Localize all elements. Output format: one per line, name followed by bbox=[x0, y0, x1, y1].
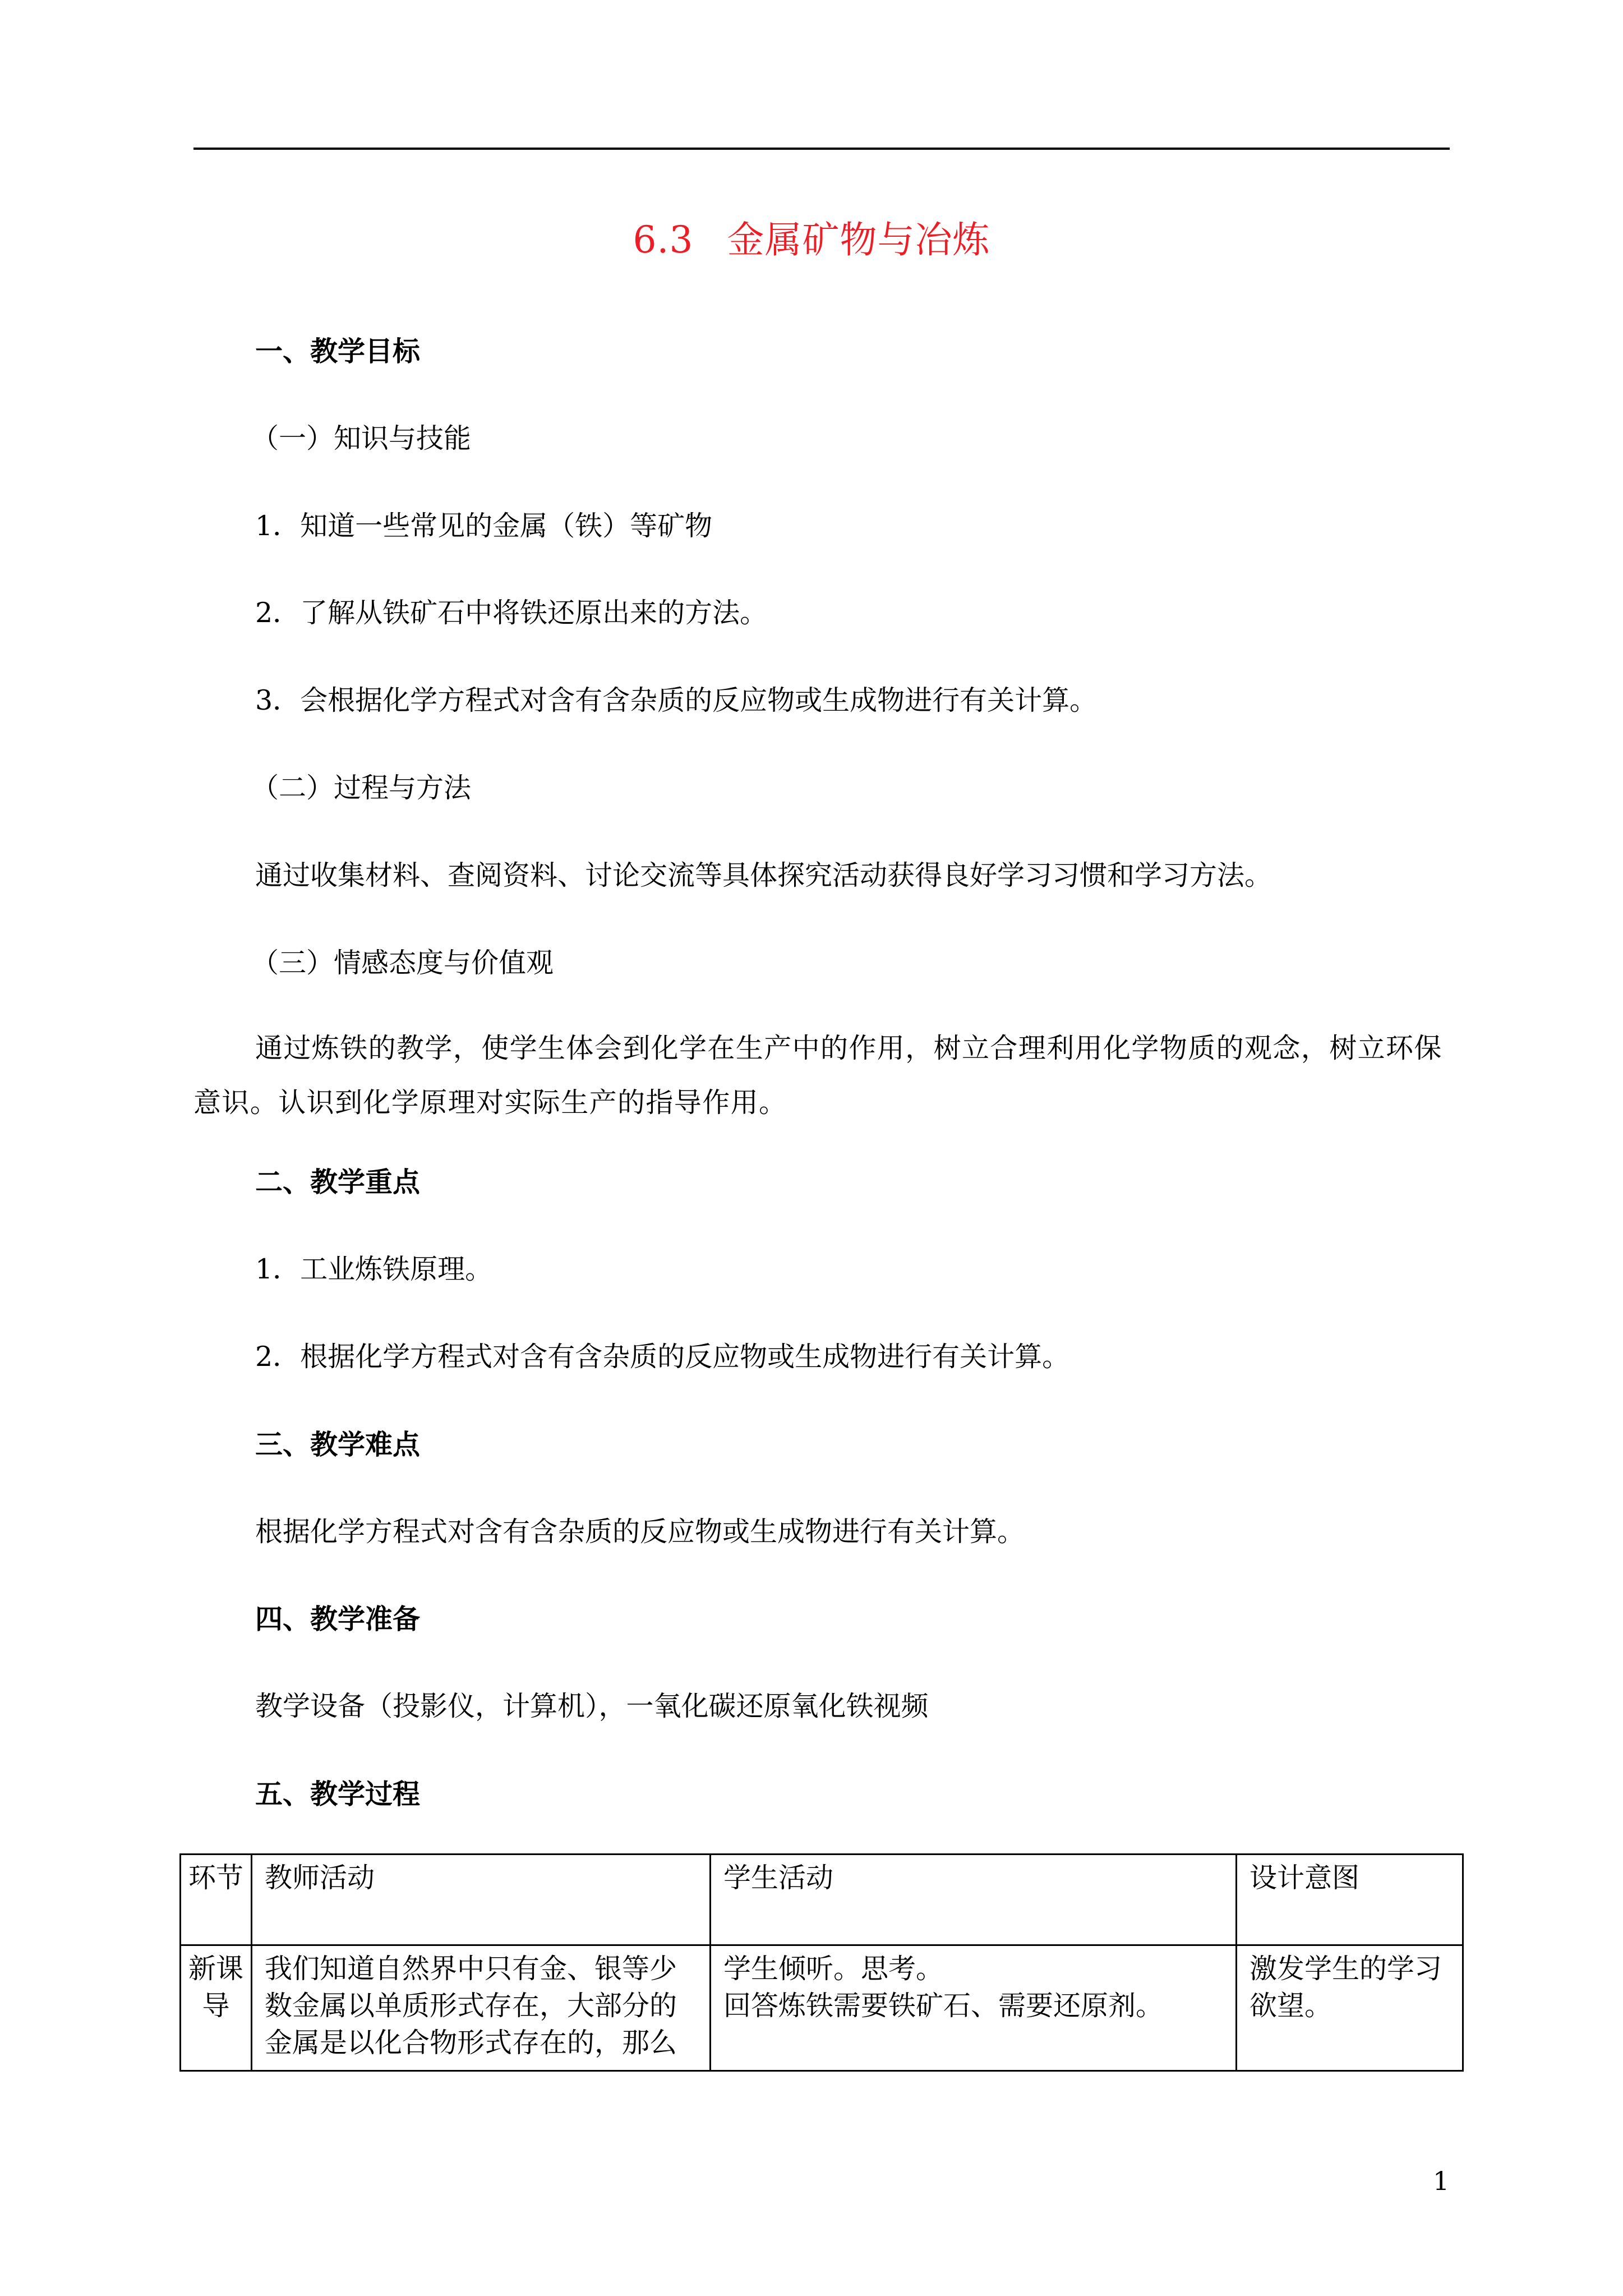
title-text: 金属矿物与冶炼 bbox=[727, 218, 990, 261]
document-title bbox=[0, 212, 1623, 268]
subsection-knowledge-label: （一）知识与技能 bbox=[251, 422, 472, 454]
knowledge-item-1: 1．知道一些常见的金属（铁）等矿物 bbox=[255, 510, 713, 542]
process-text: 通过收集材料、查阅资料、讨论交流等具体探究活动获得良好学习习惯和学习方法。 bbox=[255, 859, 1272, 891]
cell-teacher-activity: 我们知道自然界中只有金、银等少数金属以单质形式存在，大部分的金属是以化合物形式存在的，那么 bbox=[252, 1945, 711, 2071]
table-row bbox=[181, 1945, 1463, 2071]
header-student-activity: 学生活动 bbox=[711, 1855, 1237, 1945]
section-heading-goals: 一、教学目标 bbox=[255, 335, 421, 367]
student-activity-line-2: 回答炼铁需要铁矿石、需要还原剂。 bbox=[723, 1990, 1164, 2022]
teaching-process-table bbox=[179, 1853, 1464, 2072]
cell-design-intent: 激发学生的学习欲望。 bbox=[1237, 1945, 1463, 2071]
section-heading-key-points: 二、教学重点 bbox=[255, 1166, 421, 1198]
key-point-2: 2．根据化学方程式对含有含杂质的反应物或生成物进行有关计算。 bbox=[255, 1341, 1070, 1373]
difficulties-text: 根据化学方程式对含有含杂质的反应物或生成物进行有关计算。 bbox=[255, 1516, 1025, 1548]
header-rule bbox=[193, 148, 1450, 150]
subsection-process-label: （二）过程与方法 bbox=[251, 772, 472, 804]
table-header-row bbox=[181, 1855, 1463, 1945]
key-point-1: 1．工业炼铁原理。 bbox=[255, 1253, 493, 1285]
knowledge-item-3: 3．会根据化学方程式对含有含杂质的反应物或生成物进行有关计算。 bbox=[255, 684, 1098, 716]
preparation-text: 教学设备（投影仪，计算机），一氧化碳还原氧化铁视频 bbox=[255, 1690, 929, 1722]
cell-student-activity bbox=[711, 1945, 1237, 2071]
title-number: 6.3 bbox=[633, 218, 694, 261]
section-heading-preparation: 四、教学准备 bbox=[255, 1603, 421, 1635]
header-teacher-activity: 教师活动 bbox=[252, 1855, 711, 1945]
subsection-attitude-label: （三）情感态度与价值观 bbox=[251, 947, 554, 979]
attitude-text: 通过炼铁的教学，使学生体会到化学在生产中的作用，树立合理利用化学物质的观念，树立环保意识。认识到化学原理对实际生产的指导作用。 bbox=[193, 1032, 1442, 1119]
section-heading-procedure: 五、教学过程 bbox=[255, 1778, 421, 1810]
student-activity-line-1: 学生倾听。思考。 bbox=[723, 1953, 944, 1985]
header-design-intent: 设计意图 bbox=[1237, 1855, 1463, 1945]
page-number: 1 bbox=[1433, 2166, 1450, 2196]
knowledge-item-2: 2．了解从铁矿石中将铁还原出来的方法。 bbox=[255, 597, 768, 629]
header-stage: 环节 bbox=[181, 1855, 252, 1945]
cell-stage: 新课导 bbox=[181, 1945, 252, 2071]
section-heading-difficulties: 三、教学难点 bbox=[255, 1428, 421, 1461]
